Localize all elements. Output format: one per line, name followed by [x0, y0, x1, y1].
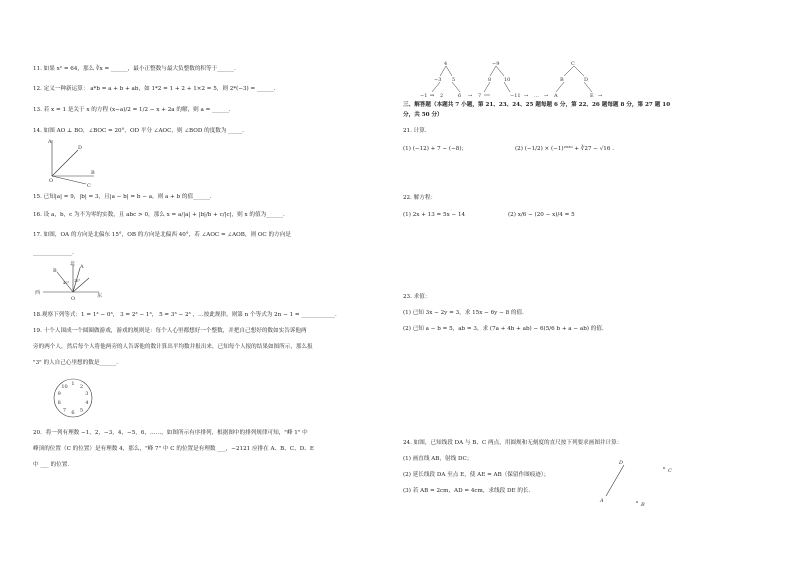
circle-number: 10 — [61, 383, 68, 390]
question-20-line3: 中 ___ 的位置. — [33, 462, 70, 468]
fig17-label-east: 东 — [97, 293, 103, 299]
figure-24 — [598, 456, 678, 511]
question-19-line2: 旁的两个人，然后每个人将他两旁的人告诉他的数计算出平均数并报出来，已知每个人报的结果如图所示，那么报 — [33, 344, 313, 350]
circle-number: 1 — [71, 381, 75, 388]
question-24-part2: (2) 延长线段 DA 至点 E，使 AE = AB（保留作图痕迹）； — [403, 472, 550, 478]
question-12: 12. 定义一种新运算： a*b = a + b + ab，如 1*2 = 1 + 2 + 1×2 = 5，则 2*(−3) = ______. — [33, 86, 276, 92]
fig14-label-b: B — [91, 170, 95, 176]
figure-17 — [33, 262, 103, 302]
question-17: 17. 如图，OA 的方向是北偏东 15°，OB 的方向是北偏西 40°，若 ∠AOC = ∠AOB，则 OC 的方向是 — [33, 232, 291, 238]
row3-item-8: … — [534, 93, 539, 99]
ray-od — [52, 150, 78, 176]
question-21-part1: (1) (−12) + 7 − (−8)； — [403, 146, 468, 152]
ray-oc — [52, 176, 86, 184]
fig17-label-north: 北 — [70, 261, 76, 267]
row3-item-3: 6 — [458, 93, 462, 99]
fig17-label-b: B — [53, 268, 57, 274]
fig24-label-d: D — [619, 460, 624, 466]
row3-item-1: → — [430, 93, 435, 99]
question-23: 23. 求值： — [403, 294, 431, 300]
fig24-label-c: C — [668, 468, 672, 474]
question-18: 18.观察下列等式：1 = 1³ − 0³， 3 = 2³ − 1³， 5 = 3³ − 2³ ，…按此规律，则第 n 个等式为 2n − 1 = ____________. — [33, 312, 337, 318]
question-22-part1: (1) 2x + 13 = 5x − 14 — [403, 212, 466, 218]
row3-item-9: → — [544, 93, 549, 99]
question-21: 21. 计算. — [403, 128, 427, 134]
circle-number: 9 — [57, 391, 61, 398]
fig14-label-c: C — [87, 183, 91, 189]
circle-number: 3 — [85, 391, 89, 398]
question-23-part2: (2) 已知 a − b = 5，ab = 3，求 (7a + 4b + ab) − 6(5/6 b + a − ab) 的值. — [403, 326, 604, 332]
fig17-label-40: 40° — [63, 281, 70, 285]
fig14-label-o: O — [49, 178, 54, 184]
circle-number: 6 — [71, 410, 75, 417]
circle-number: 4 — [85, 400, 89, 407]
question-11: 11. 如果 x² = 64，那么 ∛x = ______，最小正整数与最大负整数的积等于______. — [33, 66, 236, 72]
question-21-part2: (2) (−1/2) × (−1)²⁰²⁰ + ∛27 − √16 . — [515, 146, 614, 152]
section-3-heading: 三、解答题（本题共 7 小题，第 21、23、24、25 题每题 6 分，第 22、26 题每题 8 分，第 27 题 10 — [403, 102, 671, 108]
peak3-top: C — [571, 61, 575, 67]
circle-number: 2 — [79, 383, 84, 390]
peak1-right: 5 — [452, 77, 456, 83]
row3-item-2: 2 — [440, 93, 444, 99]
row3-item-7: → — [524, 93, 529, 99]
circle-number: 7 — [62, 407, 67, 414]
question-17-blank: ______________. — [33, 250, 74, 256]
fig14-label-a: A — [48, 139, 52, 145]
figure-19 — [50, 375, 96, 421]
fig17-label-a: A — [80, 264, 84, 270]
peak2-left: 8 — [488, 77, 492, 83]
question-24: 24. 如图，已知线段 DA 与 B、C 两点，用圆规和无刻度的直尺按下列要求画图并计算： — [403, 440, 623, 446]
question-16: 16. 设 a，b，c 为不为零的实数，且 abc > 0，那么 x = a/|a| + |b|/b + c/|c|，则 x 的值为______. — [33, 212, 285, 218]
question-20-line1: 20．将一列有理数 −1，2，−3，4，−5，6，……，如图所示有序排列，根据图中的排列规律可知，"峰 1" 中 — [33, 430, 308, 436]
row3-item-12: → — [598, 93, 603, 99]
segment-da — [606, 465, 624, 496]
peak1-top: 4 — [444, 61, 448, 67]
fig17-label-west: 西 — [35, 290, 41, 296]
row3-item-6: −11 — [510, 93, 521, 99]
question-14: 14. 如图 AO ⊥ BO，∠BOC = 20°，OD 平分 ∠AOC，则 ∠BOD 的度数为 _____. — [33, 128, 245, 134]
row3-item-5: 7 — [478, 93, 482, 99]
circle-number: 8 — [57, 400, 61, 407]
question-22: 22. 解方程： — [403, 195, 437, 201]
peak2-right: 10 — [504, 77, 511, 83]
point-b — [636, 501, 638, 503]
fig17-label-o: O — [71, 296, 76, 302]
peak3-right: D — [584, 77, 589, 83]
question-19-line3: "3" 的人自己心里想的数是______. — [33, 360, 118, 366]
question-20-line2: 峰顶的位置（C 的位置）是有理数 4，那么，"峰 7" 中 C 的位置是有理数 ___，−2121 应排在 A、B、C、D、E — [33, 446, 314, 452]
row3-item-11: E — [590, 93, 594, 99]
question-24-part3: (3) 若 AB = 2cm，AD = 4cm，求线段 DE 的长. — [403, 488, 531, 494]
figure-14 — [48, 139, 98, 189]
fig24-label-a: A — [600, 498, 604, 504]
circle-number: 5 — [79, 407, 84, 414]
peak2-top: −9 — [492, 61, 500, 67]
question-15: 15. 已知|a| = 9，|b| = 3，且|a − b| = b − a，则 a + b 的值______. — [33, 194, 212, 200]
row3-item-0: −1 — [420, 93, 428, 99]
question-23-part1: (1) 已知 3x − 2y = 3，求 15x − 6y − 8 的值. — [403, 310, 524, 316]
question-13: 13. 若 x = 1 是关于 x 的方程 (x−a)/2 = 1/2 − x + 2a 的解，则 a = ______. — [33, 107, 231, 113]
question-22-part2: (2) x/6 − (20 − x)/4 = 5 — [508, 212, 575, 218]
fig24-label-b: B — [641, 502, 645, 508]
point-c — [663, 467, 665, 469]
section-3-heading-cont: 分，共 50 分） — [403, 112, 443, 118]
peak1-left: −3 — [434, 77, 442, 83]
question-24-part1: (1) 画直线 AB，射线 DC； — [403, 456, 473, 462]
figure-20 — [418, 60, 628, 100]
fig14-label-d: D — [78, 145, 83, 151]
peak3-left: B — [560, 77, 564, 83]
fig17-label-15: 15° — [74, 279, 81, 283]
row3-item-10: A — [554, 93, 558, 99]
row3-item-4: → — [468, 93, 473, 99]
question-19-line1: 19. 十个人围成一个圆圈做游戏，游戏的规则是：每个人心里都想好一个整数，并把自己想好的数如实告诉他两 — [33, 328, 307, 334]
